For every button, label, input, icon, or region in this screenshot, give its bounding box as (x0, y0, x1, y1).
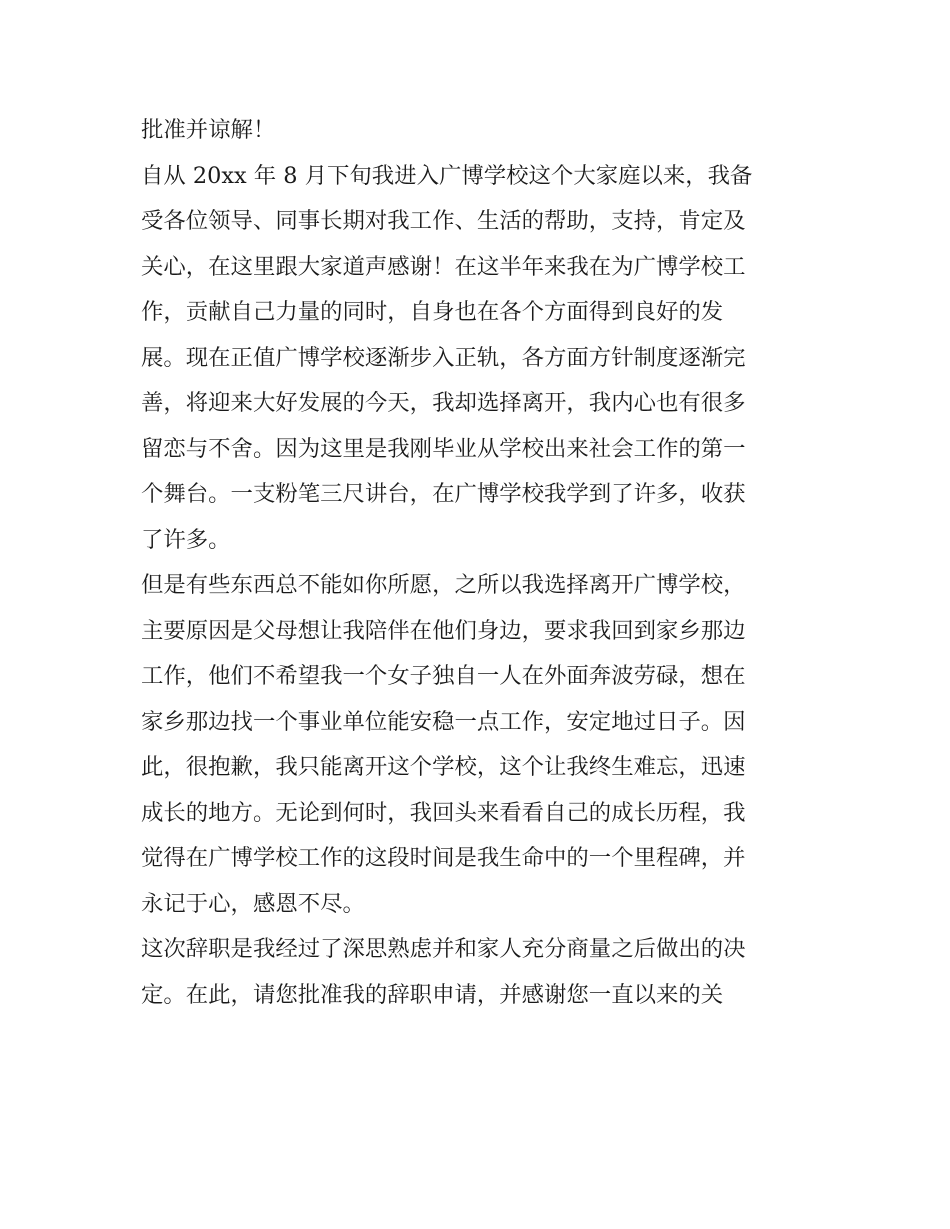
text-line: 家乡那边找一个事业单位能安稳一点工作，安定地过日子。因 (141, 708, 746, 735)
paragraph-reason (141, 563, 813, 927)
text-line: 留恋与不舍。因为这里是我刚毕业从学校出来社会工作的第一 (141, 435, 746, 462)
text-line: 了许多。 (141, 526, 231, 553)
text-line: 作，贡献自己力量的同时，自身也在各个方面得到良好的发 (141, 299, 724, 325)
text-line: 成长的地方。无论到何时，我回头来看看自己的成长历程，我 (141, 799, 746, 826)
text-line: 工作，他们不希望我一个女子独自一人在外面奔波劳碌，想在 (141, 663, 746, 689)
text-line: 关心，在这里跟大家道声感谢！在这半年来我在为广博学校工 (141, 253, 746, 280)
paragraph-decision (141, 927, 813, 1018)
text-line: 展。现在正值广博学校逐渐步入正轨，各方面方针制度逐渐完 (141, 344, 746, 371)
text-line: 定。在此，请您批准我的辞职申请，并感谢您一直以来的关 (141, 981, 724, 1008)
text-line: 批准并谅解！ (141, 117, 276, 143)
document-body (141, 108, 813, 1018)
text-line: 主要原因是父母想让我陪伴在他们身边，要求我回到家乡那边 (141, 617, 746, 644)
text-line: 善，将迎来大好发展的今天，我却选择离开，我内心也有很多 (141, 390, 746, 416)
text-line: 此，很抱歉，我只能离开这个学校，这个让我终生难忘，迅速 (141, 754, 746, 780)
text-line: 永记于心，感恩不尽。 (141, 890, 365, 917)
text-line: 个舞台。一支粉笔三尺讲台，在广博学校我学到了许多，收获 (141, 481, 746, 507)
text-line: 觉得在广博学校工作的这段时间是我生命中的一个里程碑，并 (141, 845, 746, 871)
paragraph-gratitude (141, 154, 813, 564)
paragraph-closing-request (141, 108, 813, 154)
text-line: 受各位领导、同事长期对我工作、生活的帮助，支持，肯定及 (141, 208, 746, 234)
text-line: 但是有些东西总不能如你所愿，之所以我选择离开广博学校， (141, 572, 746, 598)
text-line: 这次辞职是我经过了深思熟虑并和家人充分商量之后做出的决 (141, 936, 746, 962)
text-line: 自从 20xx 年 8 月下旬我进入广博学校这个大家庭以来，我备 (141, 162, 753, 189)
